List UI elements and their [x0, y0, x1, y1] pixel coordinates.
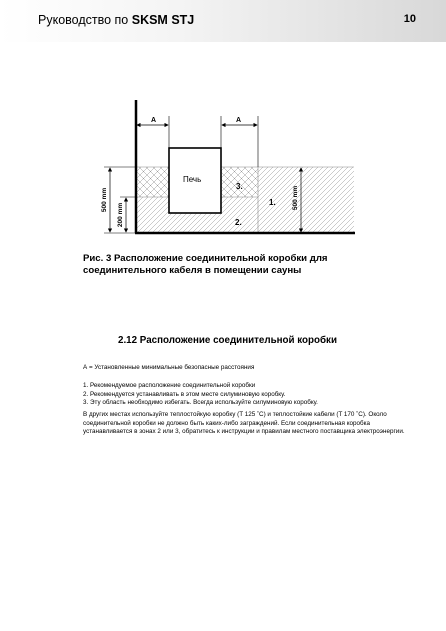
dimension-a-right-label: A	[236, 117, 242, 124]
junction-box-diagram	[0, 0, 446, 250]
dimension-500-left-label: 500 mm	[101, 187, 108, 213]
definition-text	[83, 364, 413, 373]
zone-2-label: 2.	[235, 218, 242, 227]
zone-1-label: 1.	[269, 198, 276, 207]
zone-list	[83, 382, 413, 408]
section-title: 2.12 Расположение соединительной коробки	[118, 335, 337, 346]
definition-line: А = Установленные минимальные безопасные расстояния	[83, 364, 255, 371]
dimension-a-left-label: A	[151, 117, 157, 124]
page-number: 10	[403, 13, 416, 25]
dimension-200-label: 200 mm	[117, 202, 124, 228]
list-item: 2. Рекомендуется устанавливать в этом месте силуминовую коробку.	[83, 390, 286, 398]
dimension-500-right-label: 500 mm	[292, 185, 299, 211]
list-item: 1. Рекомендуемое расположение соединительной коробки	[83, 382, 256, 389]
heater-label: Печь	[183, 175, 202, 184]
list-item: 3. Эту область необходимо избегать. Всегда используйте силуминовую коробку.	[83, 399, 318, 407]
body-paragraph	[83, 411, 413, 437]
product-name: SKSM STJ	[131, 13, 195, 27]
paragraph-text: В других местах используйте теплостойкую коробку (T 125 ˚C) и теплостойкие кабели (T 170 ˚C). Около соединительной коробки не должно быть каких-либо заграждений. Если соединительная коробка устанавливается в зонах 2 или 3, обратитесь к инструкции и правилам местного поставщика электроэнергии.	[83, 411, 405, 436]
document-title-prefix: Руководство по	[38, 13, 129, 27]
figure-caption: Рис. 3 Расположение соединительной коробки для соединительного кабеля в помещении сауны	[83, 253, 328, 276]
zone-3-label: 3.	[236, 182, 243, 191]
